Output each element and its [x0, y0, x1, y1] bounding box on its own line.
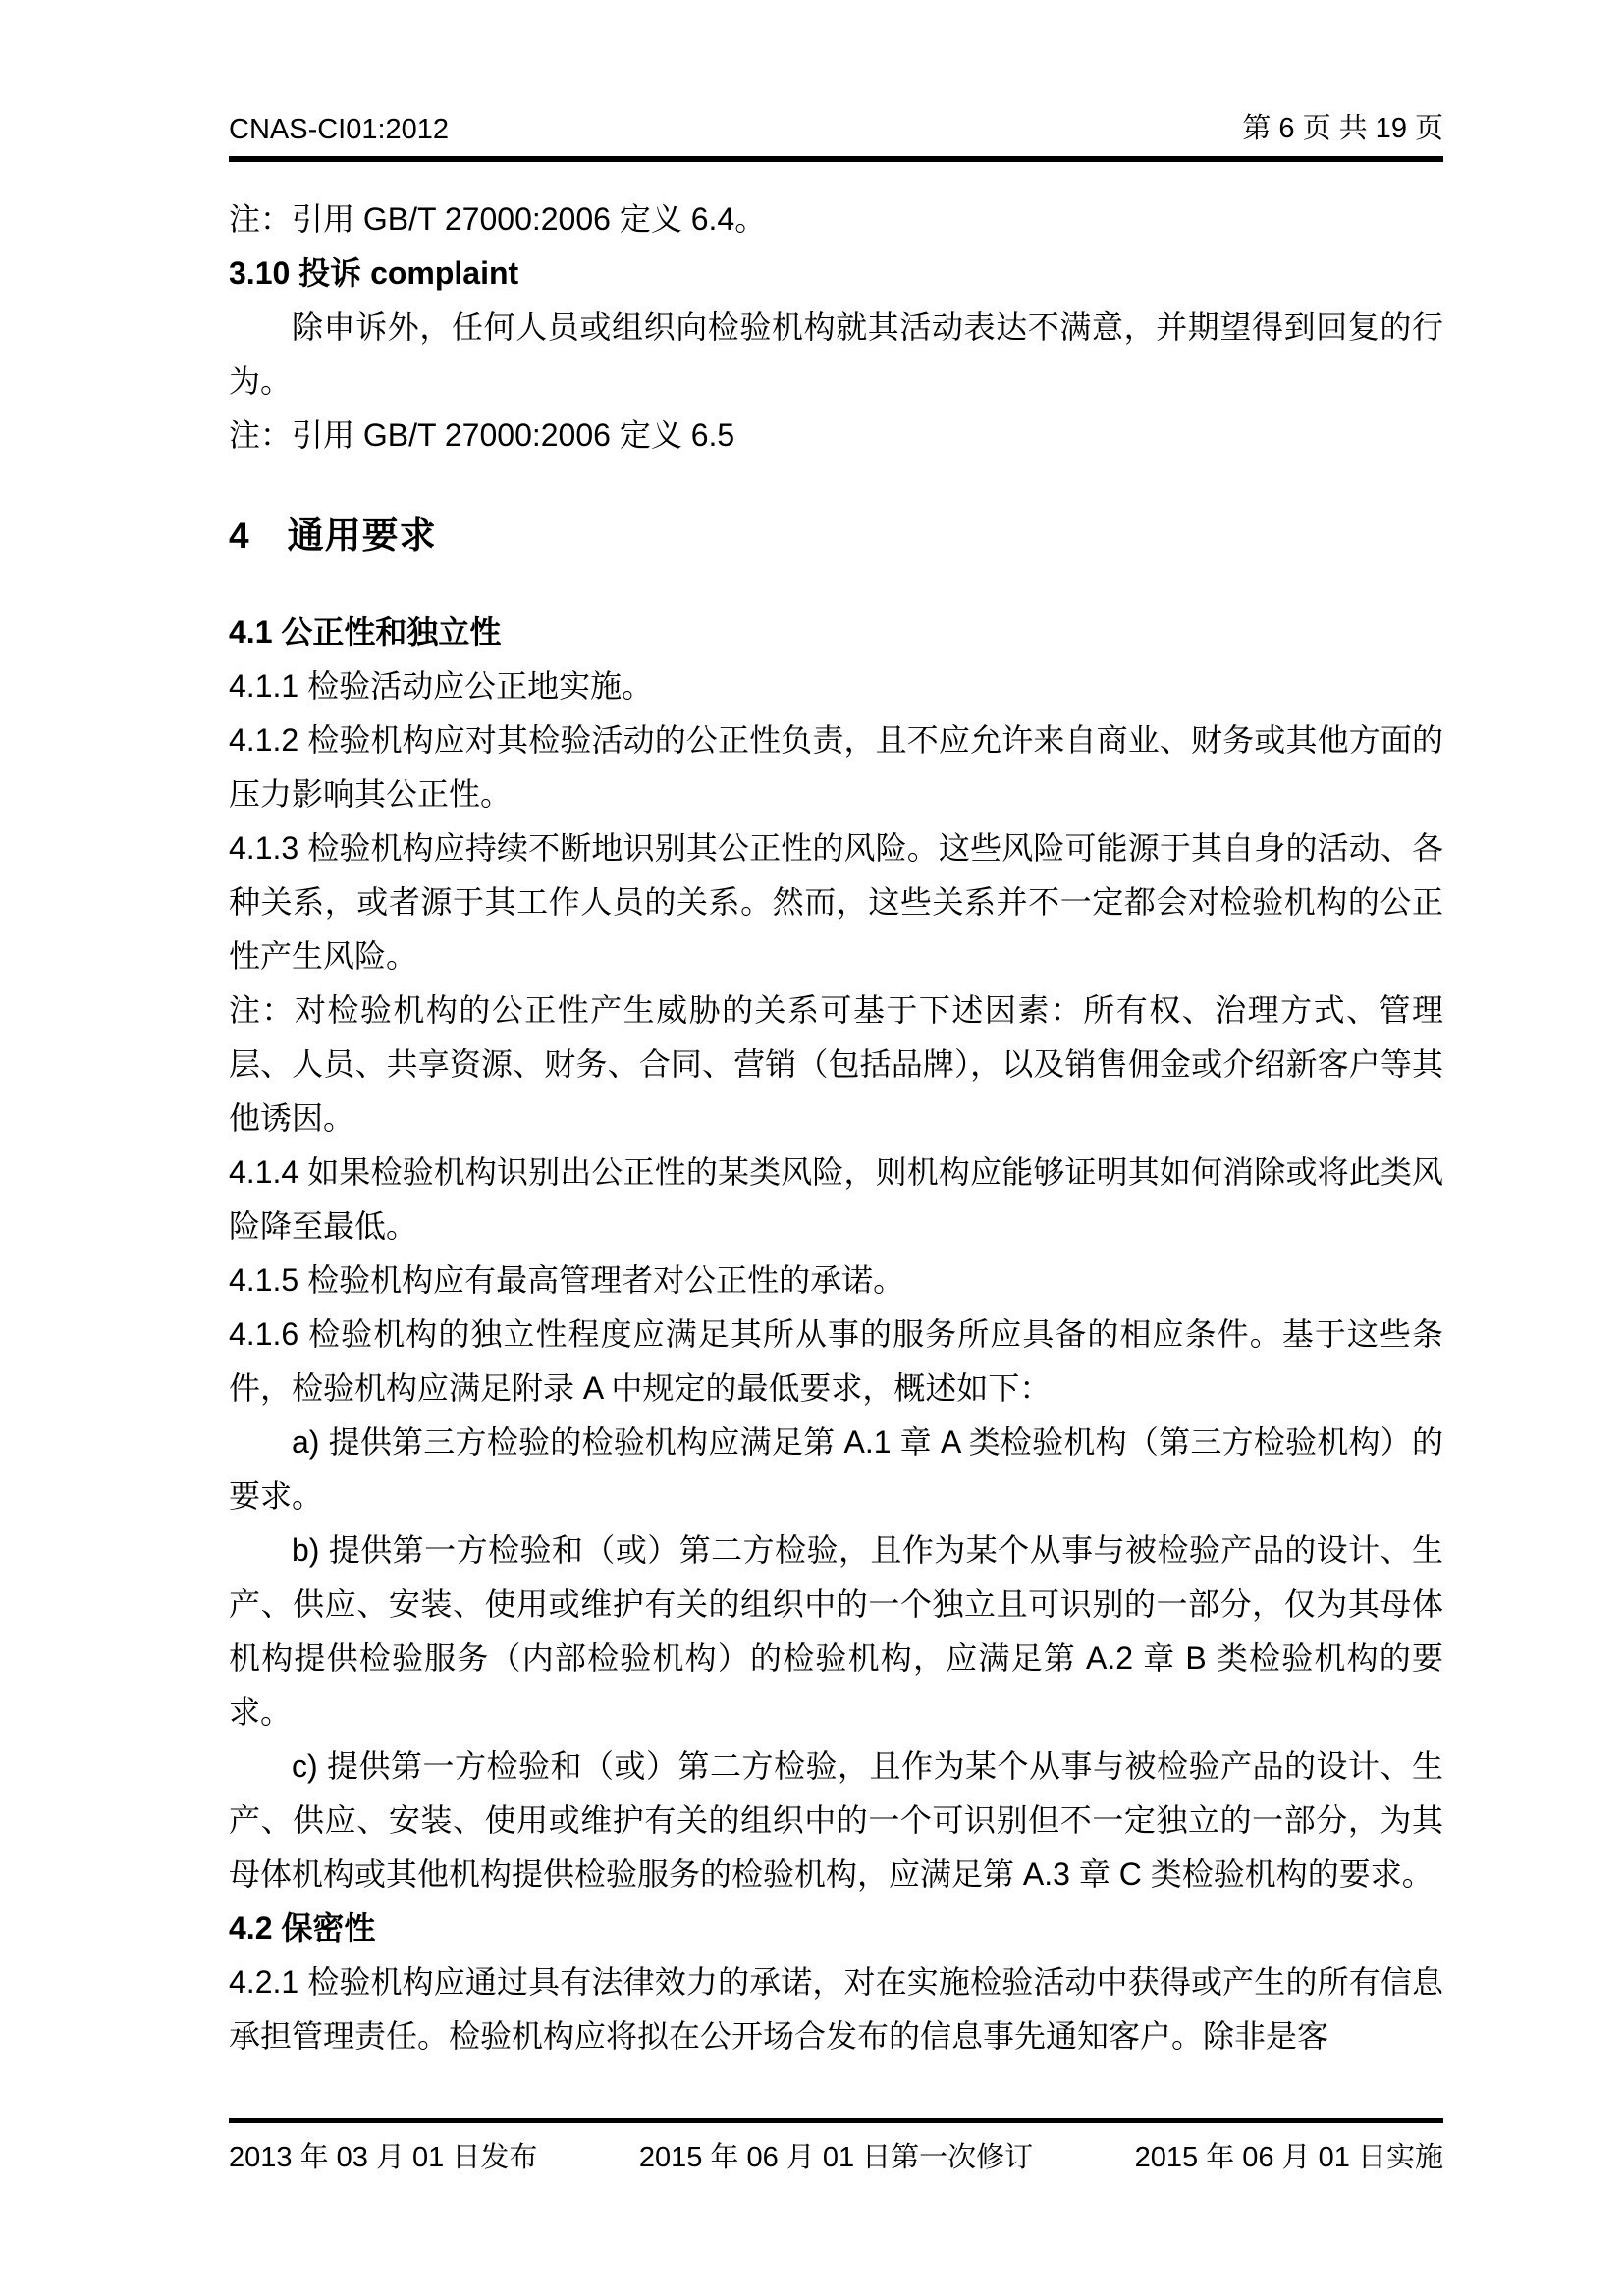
note-line: 注：引用 GB/T 27000:2006 定义 6.4。 — [229, 201, 767, 237]
paragraph: 4.1.6 检验机构的独立性程度应满足其所从事的服务所应具备的相应条件。基于这些条件，检验机构应满足附录 A 中规定的最低要求，概述如下： — [229, 1316, 1443, 1406]
paragraph-indented: b) 提供第一方检验和（或）第二方检验，且作为某个从事与被检验产品的设计、生产、供应、安装、使用或维护有关的组织中的一个独立且可识别的一部分，仅为其母体机构提供检验服务（内部检验机构）的检验机构，应满足第 A.2 章 B 类检验机构的要求。 — [229, 1532, 1443, 1730]
footer-implementation-date: 2015 年 06 月 01 日实施 — [1134, 2142, 1443, 2173]
paragraph: 4.2.1 检验机构应通过具有法律效力的承诺，对在实施检验活动中获得或产生的所有信息承担管理责任。检验机构应将拟在公开场合发布的信息事先通知客户。除非是客 — [229, 1964, 1443, 2054]
subsection-heading: 4.1 公正性和独立性 — [229, 614, 502, 650]
paragraph-indented: c) 提供第一方检验和（或）第二方检验，且作为某个从事与被检验产品的设计、生产、供应、安装、使用或维护有关的组织中的一个可识别但不一定独立的一部分，为其母体机构或其他机构提供检验服务的检验机构，应满足第 A.3 章 C 类检验机构的要求。 — [229, 1748, 1443, 1892]
section-heading: 4 通用要求 — [229, 515, 437, 556]
note-line: 注：引用 GB/T 27000:2006 定义 6.5 — [229, 417, 735, 453]
paragraph: 4.1.3 检验机构应持续不断地识别其公正性的风险。这些风险可能源于其自身的活动、各种关系，或者源于其工作人员的关系。然而，这些关系并不一定都会对检验机构的公正性产生风险。 — [229, 830, 1443, 974]
footer-issue-date: 2013 年 03 月 01 日发布 — [229, 2142, 538, 2173]
paragraph: 4.1.4 如果检验机构识别出公正性的某类风险，则机构应能够证明其如何消除或将此类风险降至最低。 — [229, 1154, 1443, 1244]
header-page-number: 第 6 页 共 19 页 — [1242, 113, 1443, 144]
paragraph-indented: 除申诉外，任何人员或组织向检验机构就其活动表达不满意，并期望得到回复的行为。 — [229, 309, 1443, 399]
subsection-heading: 4.2 保密性 — [229, 1910, 376, 1946]
document-body — [229, 192, 1443, 2063]
paragraph: 4.1.2 检验机构应对其检验活动的公正性负责，且不应允许来自商业、财务或其他方面的压力影响其公正性。 — [229, 722, 1443, 812]
subsection-heading: 3.10 投诉 complaint — [229, 255, 519, 291]
footer-revision-date: 2015 年 06 月 01 日第一次修订 — [638, 2142, 1034, 2173]
page-footer — [229, 2118, 1443, 2175]
paragraph: 4.1.1 检验活动应公正地实施。 — [229, 668, 654, 704]
paragraph-indented: a) 提供第三方检验的检验机构应满足第 A.1 章 A 类检验机构（第三方检验机构）的要求。 — [229, 1424, 1443, 1514]
header-doc-code: CNAS-CI01:2012 — [229, 114, 450, 145]
note-line: 注：对检验机构的公正性产生威胁的关系可基于下述因素：所有权、治理方式、管理层、人员、共享资源、财务、合同、营销（包括品牌），以及销售佣金或介绍新客户等其他诱因。 — [229, 992, 1443, 1136]
page-header — [229, 106, 1443, 162]
paragraph: 4.1.5 检验机构应有最高管理者对公正性的承诺。 — [229, 1262, 905, 1298]
